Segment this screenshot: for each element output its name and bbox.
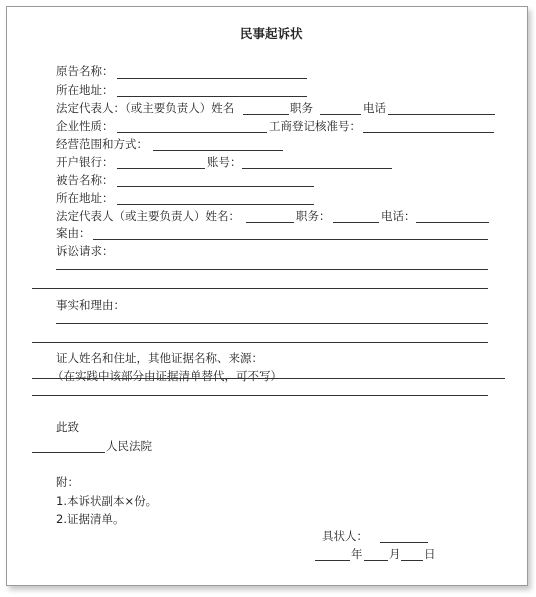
claims-label: 诉讼请求： xyxy=(56,244,114,258)
account-line[interactable] xyxy=(242,168,392,169)
complaint-form xyxy=(6,6,528,586)
year-line[interactable] xyxy=(315,560,350,561)
plaintiff-address-label: 所在地址： xyxy=(56,83,114,97)
facts-line-1[interactable] xyxy=(56,323,488,324)
witness-label: 证人姓名和住址，其他证据名称、来源： xyxy=(56,351,263,365)
witness-line-1[interactable] xyxy=(32,378,505,379)
court-label: 人民法院 xyxy=(106,439,152,453)
facts-label: 事实和理由： xyxy=(56,298,125,312)
plaintiff-name-label: 原告名称： xyxy=(56,64,114,78)
claims-line-1[interactable] xyxy=(56,269,488,270)
plaintiff-phone-line[interactable] xyxy=(388,114,495,115)
business-scope-label: 经营范围和方式： xyxy=(56,137,148,151)
defendant-position-label: 职务： xyxy=(296,209,331,223)
defendant-position-line[interactable] xyxy=(333,222,379,223)
registration-line[interactable] xyxy=(363,132,494,133)
plaintiff-legal-rep-label: 法定代表人：（或主要负责人）姓名 xyxy=(56,101,235,115)
plaintiff-name-line[interactable] xyxy=(117,78,307,79)
plaintiff-signature-label: 具状人： xyxy=(322,529,368,543)
plaintiff-phone-label: 电话 xyxy=(363,101,386,115)
plaintiff-address-line[interactable] xyxy=(117,96,307,97)
defendant-phone-line[interactable] xyxy=(416,222,489,223)
defendant-name-line[interactable] xyxy=(117,186,314,187)
defendant-legal-rep-label: 法定代表人（或主要负责人）姓名： xyxy=(56,209,240,223)
plaintiff-rep-name-line[interactable] xyxy=(243,114,289,115)
account-label: 账号： xyxy=(207,155,242,169)
case-line[interactable] xyxy=(93,239,488,240)
month-label: 月 xyxy=(389,547,401,561)
plaintiff-position-label: 职务 xyxy=(290,101,313,115)
day-line[interactable] xyxy=(401,560,423,561)
enterprise-nature-line[interactable] xyxy=(117,132,267,133)
defendant-phone-label: 电话： xyxy=(381,209,416,223)
facts-line-2[interactable] xyxy=(32,342,488,343)
case-label: 案由： xyxy=(56,226,91,240)
registration-label: 工商登记核准号： xyxy=(269,119,361,133)
bank-line[interactable] xyxy=(117,168,205,169)
day-label: 日 xyxy=(424,547,436,561)
plaintiff-position-line[interactable] xyxy=(320,114,361,115)
defendant-rep-name-line[interactable] xyxy=(246,222,294,223)
witness-note: （在实践中该部分由证据清单替代，可不写） xyxy=(52,369,282,383)
witness-line-2[interactable] xyxy=(32,395,488,396)
defendant-address-line[interactable] xyxy=(117,204,314,205)
defendant-name-label: 被告名称： xyxy=(56,173,114,187)
attachment-item: 2.证据清单。 xyxy=(56,512,125,526)
month-line[interactable] xyxy=(364,560,388,561)
plaintiff-signature-line[interactable] xyxy=(380,542,428,543)
bank-label: 开户银行： xyxy=(56,155,114,169)
attachment-item: 1.本诉状副本×份。 xyxy=(56,494,158,508)
salutation: 此致 xyxy=(56,420,79,434)
form-title: 民事起诉状 xyxy=(240,26,303,41)
court-name-line[interactable] xyxy=(32,452,105,453)
defendant-address-label: 所在地址： xyxy=(56,191,114,205)
attachments-label: 附： xyxy=(56,475,79,489)
year-label: 年 xyxy=(351,547,363,561)
claims-line-2[interactable] xyxy=(32,288,488,289)
business-scope-line[interactable] xyxy=(153,150,283,151)
enterprise-nature-label: 企业性质： xyxy=(56,119,114,133)
